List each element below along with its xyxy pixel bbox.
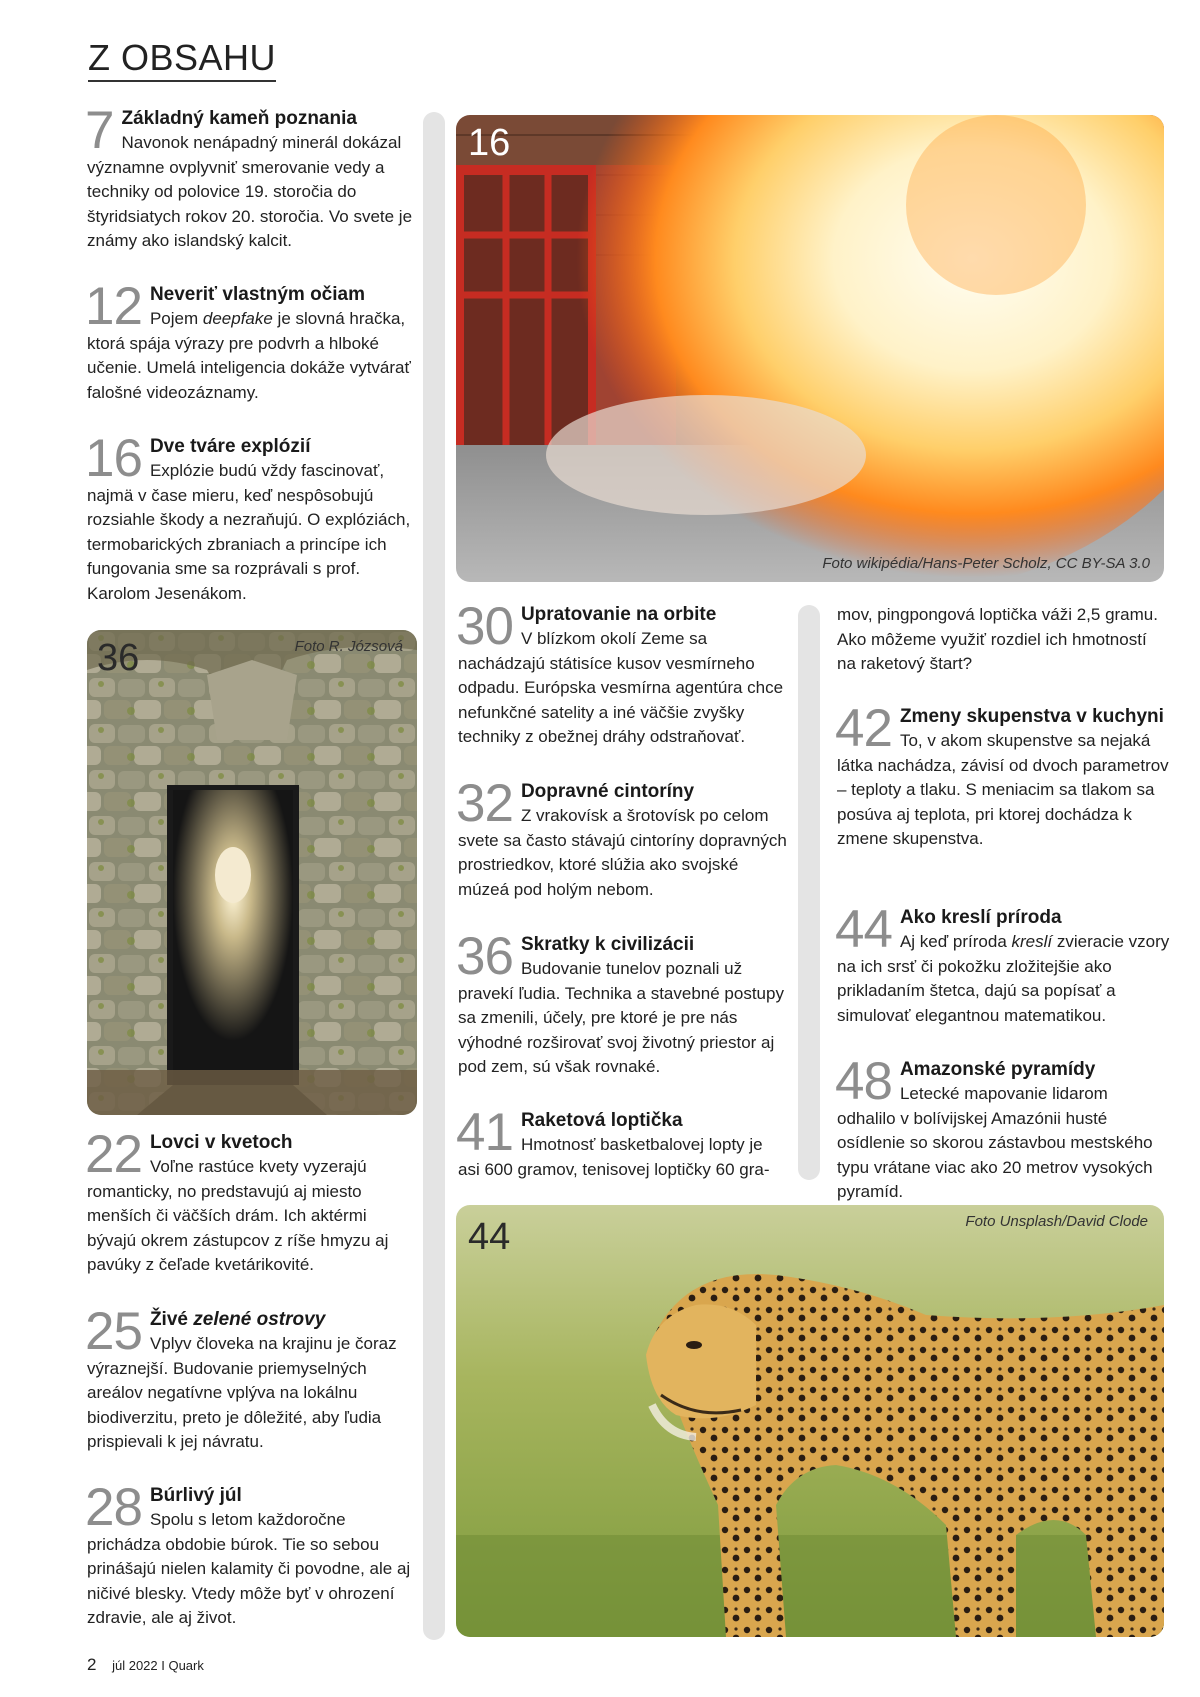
entry-title: Dve tváre explózií xyxy=(149,436,311,457)
photo-credit: Foto wikipédia/Hans-Peter Scholz, CC BY-SA 3.0 xyxy=(822,555,1150,572)
entry-text: Hmotnosť basketbalovej lopty je asi 600 gramov, tenisovej loptičky 60 gra- xyxy=(458,1135,770,1179)
issue-label: júl 2022 I Quark xyxy=(112,1658,204,1673)
entry-text: Pojem deepfake je slovná hračka, ktorá spája výrazy pre podvrh a hlboké učenie. Umelá inteligencia dokáže vytvárať falošné videozáznamy. xyxy=(87,309,411,402)
photo-credit: Foto R. Józsová xyxy=(294,638,403,655)
toc-entry-41[interactable] xyxy=(456,1103,788,1182)
photo-page-ref: 16 xyxy=(468,122,511,164)
column-divider xyxy=(423,112,445,1640)
entry-text: To, v akom skupenstve sa nejaká látka nachádza, závisí od dvoch parametrov – teploty a tlaku. S meniacim sa tlakom sa posúva aj teplota, pri ktorej dochádza k zmene skupenstva. xyxy=(837,731,1169,848)
entry-title: Ako kreslí príroda xyxy=(899,907,1062,928)
entry-text: Explózie budú vždy fascinovať, najmä v čase mieru, keď nespôsobujú rozsiahle škody a nezraňujú. O explóziách, termobarických zbraniach a princípe ich fungovania sme sa rozprávali s prof. Karolom Jesenákom. xyxy=(87,461,411,603)
explosion-photo xyxy=(456,115,1164,582)
toc-entry-16[interactable] xyxy=(85,429,415,606)
toc-entry-48[interactable] xyxy=(835,1052,1170,1205)
explosion-image xyxy=(456,115,1164,582)
entry-page-number: 22 xyxy=(85,1125,142,1184)
toc-entry-12[interactable] xyxy=(85,277,415,405)
toc-entry-42[interactable] xyxy=(835,699,1170,852)
entry-text: Navonok nenápadný minerál dokázal významne ovplyvniť smerovanie vedy a techniky od polovice 19. storočia do štyridsiatych rokov 20. storočia. Vo svete je známy ako islandský kalcit. xyxy=(87,133,413,250)
entry-page-number: 36 xyxy=(456,927,513,986)
photo-page-ref: 36 xyxy=(97,637,140,679)
entry-text: V blízkom okolí Zeme sa nachádzajú státisíce kusov vesmírneho odpadu. Európska vesmírna agentúra chce nefunkčné satelity a iné väčšie zvyšky techniky z obežnej dráhy odstraňovať. xyxy=(458,629,784,746)
entry-title: Neveriť vlastným očiam xyxy=(149,284,365,305)
leopard-photo xyxy=(456,1205,1164,1637)
toc-entry-28[interactable] xyxy=(85,1478,415,1631)
toc-entry-25[interactable] xyxy=(85,1302,415,1455)
entry-text: Vplyv človeka na krajinu je čoraz výraznejší. Budovanie priemyselných areálov negatívne vplýva na lokálnu biodiverzitu, preto je dôležité, aby ľudia prispievali k jej návratu. xyxy=(87,1334,397,1451)
toc-entry-32[interactable] xyxy=(456,774,788,902)
entry-title: Dopravné cintoríny xyxy=(520,781,695,802)
tunnel-image xyxy=(87,630,417,1115)
column-divider xyxy=(798,605,820,1180)
entry-title: Základný kameň poznania xyxy=(121,108,357,129)
toc-entry-44[interactable] xyxy=(835,900,1170,1028)
entry-page-number: 25 xyxy=(85,1302,142,1361)
toc-entry-22[interactable] xyxy=(85,1125,415,1278)
entry-text: Spolu s letom každoročne prichádza obdobie búrok. Tie so sebou prinášajú nielen kalamity či povodne, ale aj ničivé blesky. Vtedy môže byť v ohrození zdravie, ale aj život. xyxy=(87,1510,411,1627)
entry-page-number: 16 xyxy=(85,429,142,488)
entry-title: Zmeny skupenstva v kuchyni xyxy=(899,706,1164,727)
page-footer xyxy=(87,1655,204,1675)
entry-page-number: 12 xyxy=(85,277,142,336)
entry-page-number: 30 xyxy=(456,597,513,656)
entry-page-number: 42 xyxy=(835,699,892,758)
entry-text: Letecké mapovanie lidarom odhalilo v bolívijskej Amazónii husté osídlenie so skorou zástavbou mestského typu vrátane viac ako 20 metrov vysokých pyramíd. xyxy=(837,1084,1153,1201)
entry-title: Búrlivý júl xyxy=(149,1485,242,1506)
entry-page-number: 44 xyxy=(835,900,892,959)
photo-page-ref: 44 xyxy=(468,1216,511,1258)
entry-title: Skratky k civilizácii xyxy=(520,934,695,955)
entry-title: Amazonské pyramídy xyxy=(899,1059,1096,1080)
entry-text: Budovanie tunelov poznali už pravekí ľudia. Technika a stavebné postupy sa zmenili, účely, pre ktoré je pre nás výhodné rozširovať svoj životný priestor aj pod zem, sú však rovnaké. xyxy=(458,959,784,1076)
toc-entry-36[interactable] xyxy=(456,927,788,1080)
entry-title: Lovci v kvetoch xyxy=(149,1132,293,1153)
entry-page-number: 7 xyxy=(85,101,114,160)
entry-title: Živé zelené ostrovy xyxy=(149,1309,326,1330)
page-number: 2 xyxy=(87,1655,97,1674)
tunnel-photo xyxy=(87,630,417,1115)
toc-entry-41-continued xyxy=(837,603,1170,677)
entry-text: Aj keď príroda kreslí zvieracie vzory na ich srsť či pokožku zložitejšie ako prikladaním štetca, dajú sa popísať a simulovať elegantnou matematikou. xyxy=(837,932,1170,1025)
entry-title: Raketová loptička xyxy=(520,1110,683,1131)
entry-page-number: 41 xyxy=(456,1103,513,1162)
toc-entry-30[interactable] xyxy=(456,597,788,750)
toc-entry-7[interactable] xyxy=(85,101,415,254)
leopard-image xyxy=(456,1205,1164,1637)
entry-page-number: 32 xyxy=(456,774,513,833)
entry-page-number: 48 xyxy=(835,1052,892,1111)
entry-text: mov, pingpongová loptička váži 2,5 gramu. Ako môžeme využiť rozdiel ich hmotností na raketový štart? xyxy=(837,605,1158,673)
entry-text: Voľne rastúce kvety vyzerajú romanticky, no predstavujú aj miesto menších či väčších drám. Ich aktérmi bývajú okrem zástupcov z ríše hmyzu aj pavúky z čeľade kvetárikovité. xyxy=(87,1157,389,1274)
entry-page-number: 28 xyxy=(85,1478,142,1537)
photo-credit: Foto Unsplash/David Clode xyxy=(965,1213,1148,1230)
page-title: Z OBSAHU xyxy=(88,38,276,82)
entry-text: Z vrakovísk a šrotovísk po celom svete sa často stávajú cintoríny dopravných prostriedkov, ktoré slúžia ako svojské múzeá pod holým nebom. xyxy=(458,806,787,899)
entry-title: Upratovanie na orbite xyxy=(520,604,717,625)
